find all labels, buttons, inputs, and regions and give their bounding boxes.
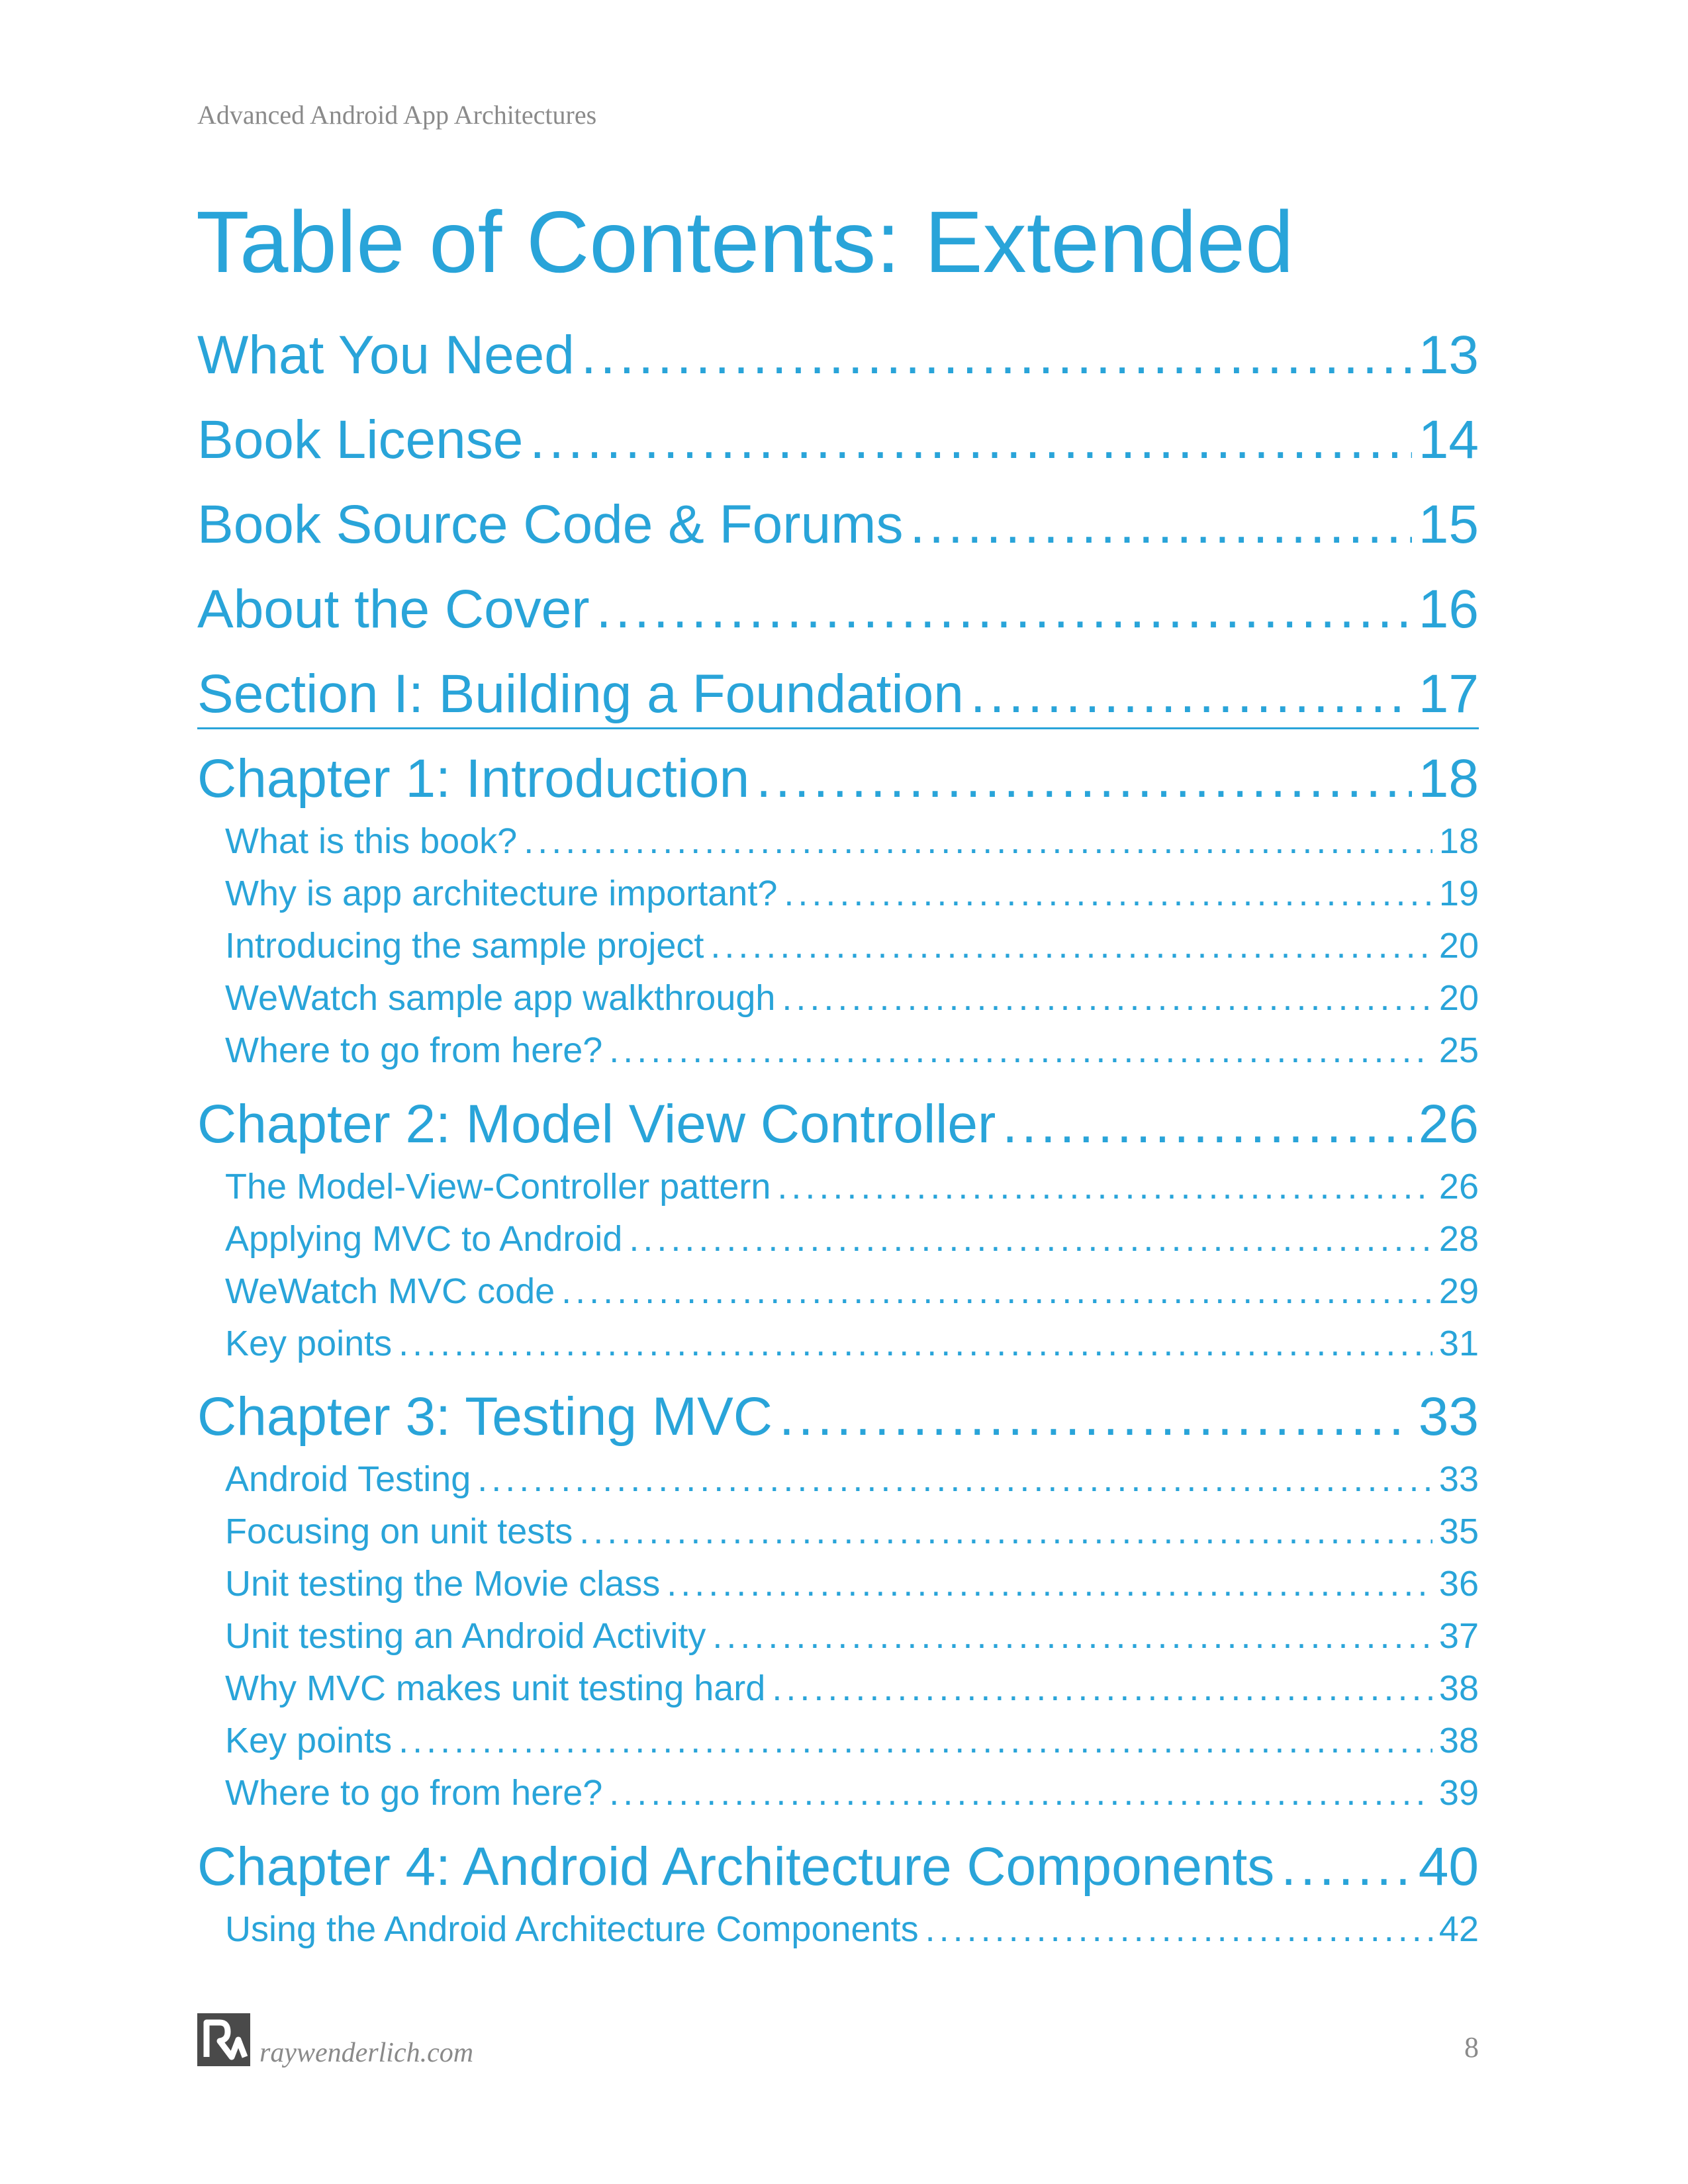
toc-entry-label: Focusing on unit tests [225,1512,573,1551]
toc-subentry[interactable] [225,821,1479,864]
toc-leader-dots [524,821,1432,862]
toc-entry-section-1[interactable] [197,663,1479,729]
toc-entry-page: 17 [1418,664,1479,724]
toc-entry-label: Book License [197,410,524,470]
toc-entry-label: Using the Android Architecture Components [225,1909,919,1949]
toc-subentry[interactable] [225,1030,1479,1073]
toc-entry-chapter-4[interactable] [197,1836,1479,1902]
toc-entry-label: What You Need [197,325,575,385]
toc-entry-source-code-forums[interactable] [197,494,1479,560]
toc-entry-page: 25 [1438,1030,1479,1070]
toc-entry-page: 20 [1438,978,1479,1018]
toc-entry-label: Where to go from here? [225,1030,603,1070]
footer-site-link[interactable]: raywenderlich.com [259,2038,474,2068]
toc-leader-dots [399,1720,1432,1761]
toc-subentry[interactable] [225,1166,1479,1210]
toc-entry-chapter-3[interactable] [197,1386,1479,1452]
toc-entry-page: 18 [1418,749,1479,809]
toc-entry-label: Section I: Building a Foundation [197,664,964,724]
toc-entry-label: WeWatch MVC code [225,1271,555,1311]
toc-subentry[interactable] [225,925,1479,969]
toc-leader-dots [1281,1836,1412,1898]
toc-subentry[interactable] [225,1909,1479,1952]
toc-entry-label: Chapter 2: Model View Controller [197,1094,996,1154]
toc-subentry[interactable] [225,978,1479,1021]
toc-leader-dots [579,1511,1432,1552]
toc-entry-page: 20 [1438,926,1479,966]
raywenderlich-logo-icon[interactable] [197,2013,250,2066]
toc-entry-page: 13 [1418,325,1479,385]
toc-entry-label: Android Testing [225,1459,471,1499]
toc-leader-dots [609,1772,1432,1813]
toc-entry-page: 40 [1418,1837,1479,1897]
toc-leader-dots [1002,1093,1411,1156]
toc-entry-page: 37 [1438,1616,1479,1656]
toc-entry-page: 26 [1438,1167,1479,1206]
toc-entry-page: 15 [1418,494,1479,555]
footer-page-number: 8 [1464,2031,1479,2064]
toc-leader-dots [629,1218,1432,1259]
toc-subentry[interactable] [225,1218,1479,1262]
toc-entry-page: 35 [1438,1512,1479,1551]
toc-leader-dots [925,1909,1432,1950]
toc-entry-label: Introducing the sample project [225,926,704,966]
toc-leader-dots [477,1459,1432,1500]
toc-entry-page: 38 [1438,1721,1479,1760]
toc-entry-book-license[interactable] [197,409,1479,475]
toc-leader-dots [609,1030,1432,1071]
toc-entry-about-the-cover[interactable] [197,578,1479,645]
toc-entry-label: Applying MVC to Android [225,1219,623,1259]
toc-entry-chapter-2[interactable] [197,1093,1479,1160]
toc-entry-page: 29 [1438,1271,1479,1311]
section-divider-rule [197,727,1479,729]
toc-leader-dots [561,1271,1432,1312]
toc-entry-chapter-1[interactable] [197,748,1479,814]
toc-entry-label: Unit testing an Android Activity [225,1616,706,1656]
toc-entry-page: 31 [1438,1324,1479,1363]
toc-subentry[interactable] [225,1511,1479,1555]
toc-entry-label: Chapter 1: Introduction [197,749,750,809]
toc-entry-page: 33 [1438,1459,1479,1499]
toc-entry-label: Unit testing the Movie class [225,1564,661,1604]
toc-entry-page: 16 [1418,579,1479,639]
toc-entry-label: The Model-View-Controller pattern [225,1167,771,1206]
toc-entry-page: 33 [1418,1387,1479,1447]
toc-leader-dots [596,578,1412,641]
toc-entry-label: Key points [225,1721,393,1760]
toc-entry-page: 36 [1438,1564,1479,1604]
toc-leader-dots [970,663,1412,725]
toc-leader-dots [779,1386,1412,1448]
running-header: Advanced Android App Architectures [197,100,597,130]
toc-leader-dots [667,1563,1432,1604]
toc-subentry[interactable] [225,1668,1479,1711]
toc-entry-page: 26 [1418,1094,1479,1154]
toc-subentry[interactable] [225,1459,1479,1502]
toc-entry-what-you-need[interactable] [197,324,1479,390]
toc-leader-dots [782,978,1432,1019]
toc-entry-label: WeWatch sample app walkthrough [225,978,776,1018]
toc-entry-label: Chapter 3: Testing MVC [197,1387,773,1447]
toc-subentry[interactable] [225,1720,1479,1764]
page-title: Table of Contents: Extended [196,193,1294,291]
toc-entry-page: 42 [1438,1909,1479,1949]
toc-subentry[interactable] [225,1323,1479,1367]
toc-entry-label: Key points [225,1324,393,1363]
toc-entry-label: Why MVC makes unit testing hard [225,1668,766,1708]
toc-subentry[interactable] [225,1271,1479,1314]
toc-leader-dots [772,1668,1432,1709]
toc-entry-page: 39 [1438,1773,1479,1813]
toc-entry-page: 19 [1438,874,1479,913]
toc-subentry[interactable] [225,1615,1479,1659]
toc-subentry[interactable] [225,873,1479,917]
toc-entry-page: 14 [1418,410,1479,470]
toc-leader-dots [581,324,1412,387]
toc-entry-label: Where to go from here? [225,1773,603,1813]
toc-entry-page: 28 [1438,1219,1479,1259]
toc-entry-label: Chapter 4: Android Architecture Components [197,1837,1275,1897]
toc-leader-dots [756,748,1412,810]
toc-leader-dots [777,1166,1432,1207]
toc-subentry[interactable] [225,1563,1479,1607]
toc-leader-dots [910,494,1411,556]
toc-leader-dots [710,925,1432,966]
toc-subentry[interactable] [225,1772,1479,1816]
toc-entry-label: Book Source Code & Forums [197,494,904,555]
toc-leader-dots [399,1323,1432,1364]
toc-entry-label: Why is app architecture important? [225,874,778,913]
toc-entry-page: 18 [1438,821,1479,861]
toc-entry-page: 38 [1438,1668,1479,1708]
toc-leader-dots [784,873,1432,914]
toc-entry-label: What is this book? [225,821,518,861]
toc-leader-dots [712,1615,1432,1657]
toc-entry-label: About the Cover [197,579,590,639]
toc-leader-dots [530,409,1411,471]
